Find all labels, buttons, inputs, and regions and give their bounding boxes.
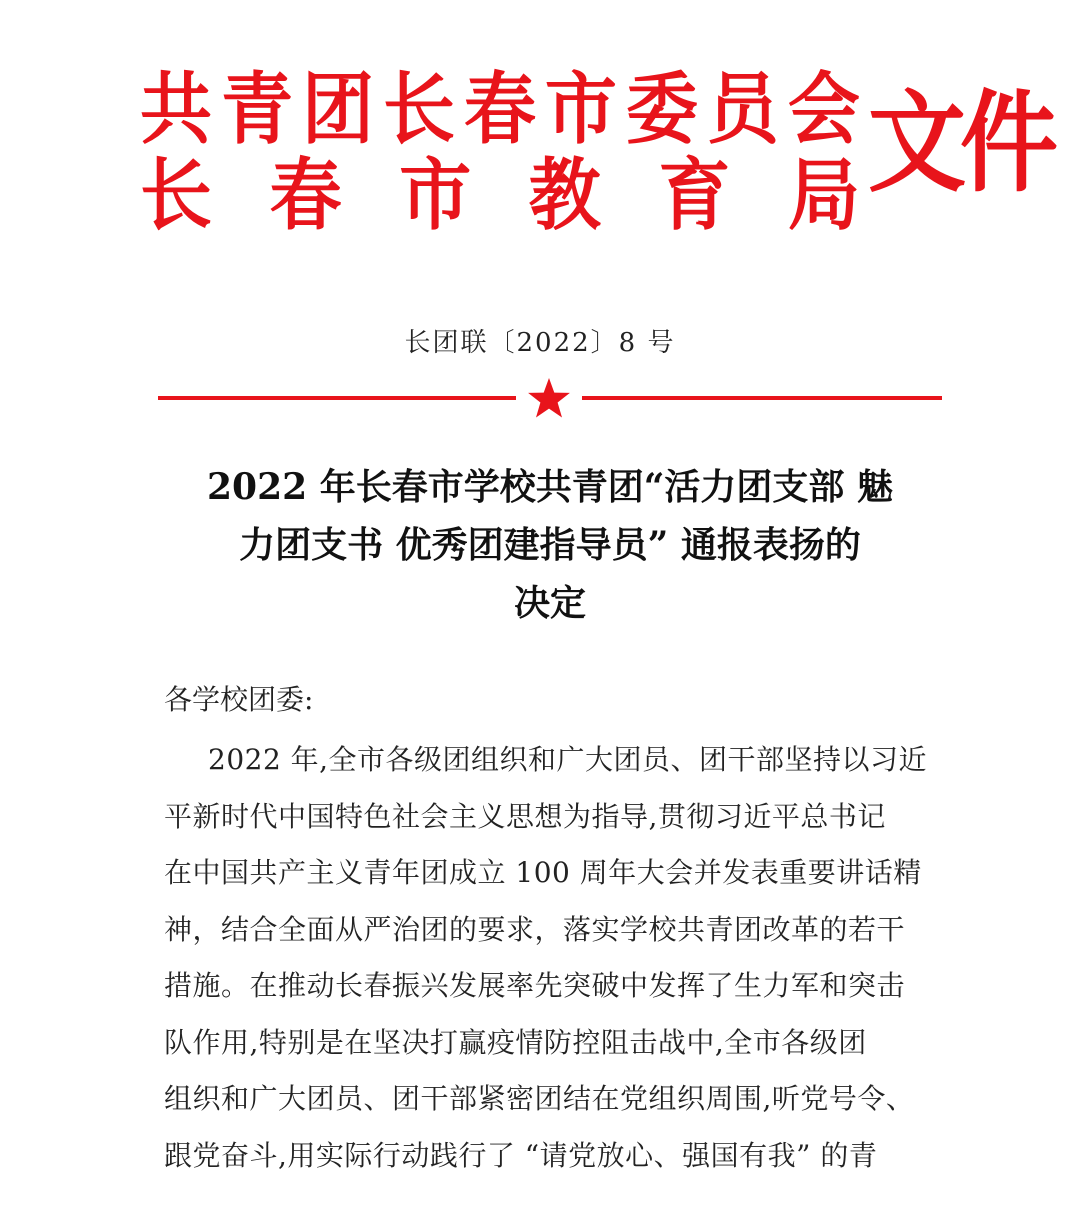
- body-line: 神，结合全面从严治团的要求，落实学校共青团改革的若干: [164, 912, 906, 946]
- document-title: [160, 458, 940, 632]
- org-char: 市: [399, 149, 472, 241]
- org-char: 共: [140, 63, 213, 155]
- title-line: 2022 年长春市学校共青团“活力团支部 魅: [207, 466, 893, 508]
- document-number: 长团联〔2022〕8 号: [404, 328, 676, 358]
- body-line: 平新时代中国特色社会主义思想为指导,贯彻习近平总书记: [164, 799, 886, 833]
- body-line: 队作用,特别是在坚决打赢疫情防控阻击战中,全市各级团: [164, 1025, 867, 1059]
- title-line: 决定: [513, 582, 586, 624]
- document-label: 文件: [868, 80, 1053, 208]
- org-line-2: [140, 149, 860, 241]
- body-line: 跟党奋斗,用实际行动践行了 “请党放心、强国有我” 的青: [164, 1138, 878, 1172]
- org-char: 春: [269, 149, 342, 241]
- salutation: 各学校团委:: [164, 683, 314, 716]
- org-char: 长: [140, 149, 213, 241]
- red-star-icon: [527, 376, 571, 420]
- body-line: 组织和广大团员、团干部紧密团结在党组织周围,听党号令、: [164, 1082, 915, 1115]
- issuing-organizations: [140, 63, 860, 241]
- body-line: 2022 年,全市各级团组织和广大团员、团干部坚持以习近: [208, 743, 928, 776]
- title-line: 力团支书 优秀团建指导员” 通报表扬的: [239, 524, 861, 566]
- body-paragraph: [164, 732, 928, 1184]
- org-char: 员: [706, 63, 779, 155]
- org-char: 委: [625, 63, 698, 155]
- body-line: 措施。在推动长春振兴发展率先突破中发挥了生力军和突击: [164, 969, 906, 1002]
- red-divider-left: [158, 396, 516, 400]
- org-char: 会: [787, 63, 860, 155]
- org-char: 青: [220, 63, 293, 155]
- org-char: 局: [787, 149, 860, 241]
- org-char: 长: [382, 63, 455, 155]
- body-line: 在中国共产主义青年团成立 100 周年大会并发表重要讲话精: [164, 856, 922, 889]
- org-char: 教: [528, 149, 601, 241]
- red-divider-right: [582, 396, 942, 400]
- org-char: 春: [463, 63, 536, 155]
- org-char: 团: [301, 63, 374, 155]
- org-char: 市: [544, 63, 617, 155]
- org-char: 育: [658, 149, 731, 241]
- org-line-1: [140, 63, 860, 155]
